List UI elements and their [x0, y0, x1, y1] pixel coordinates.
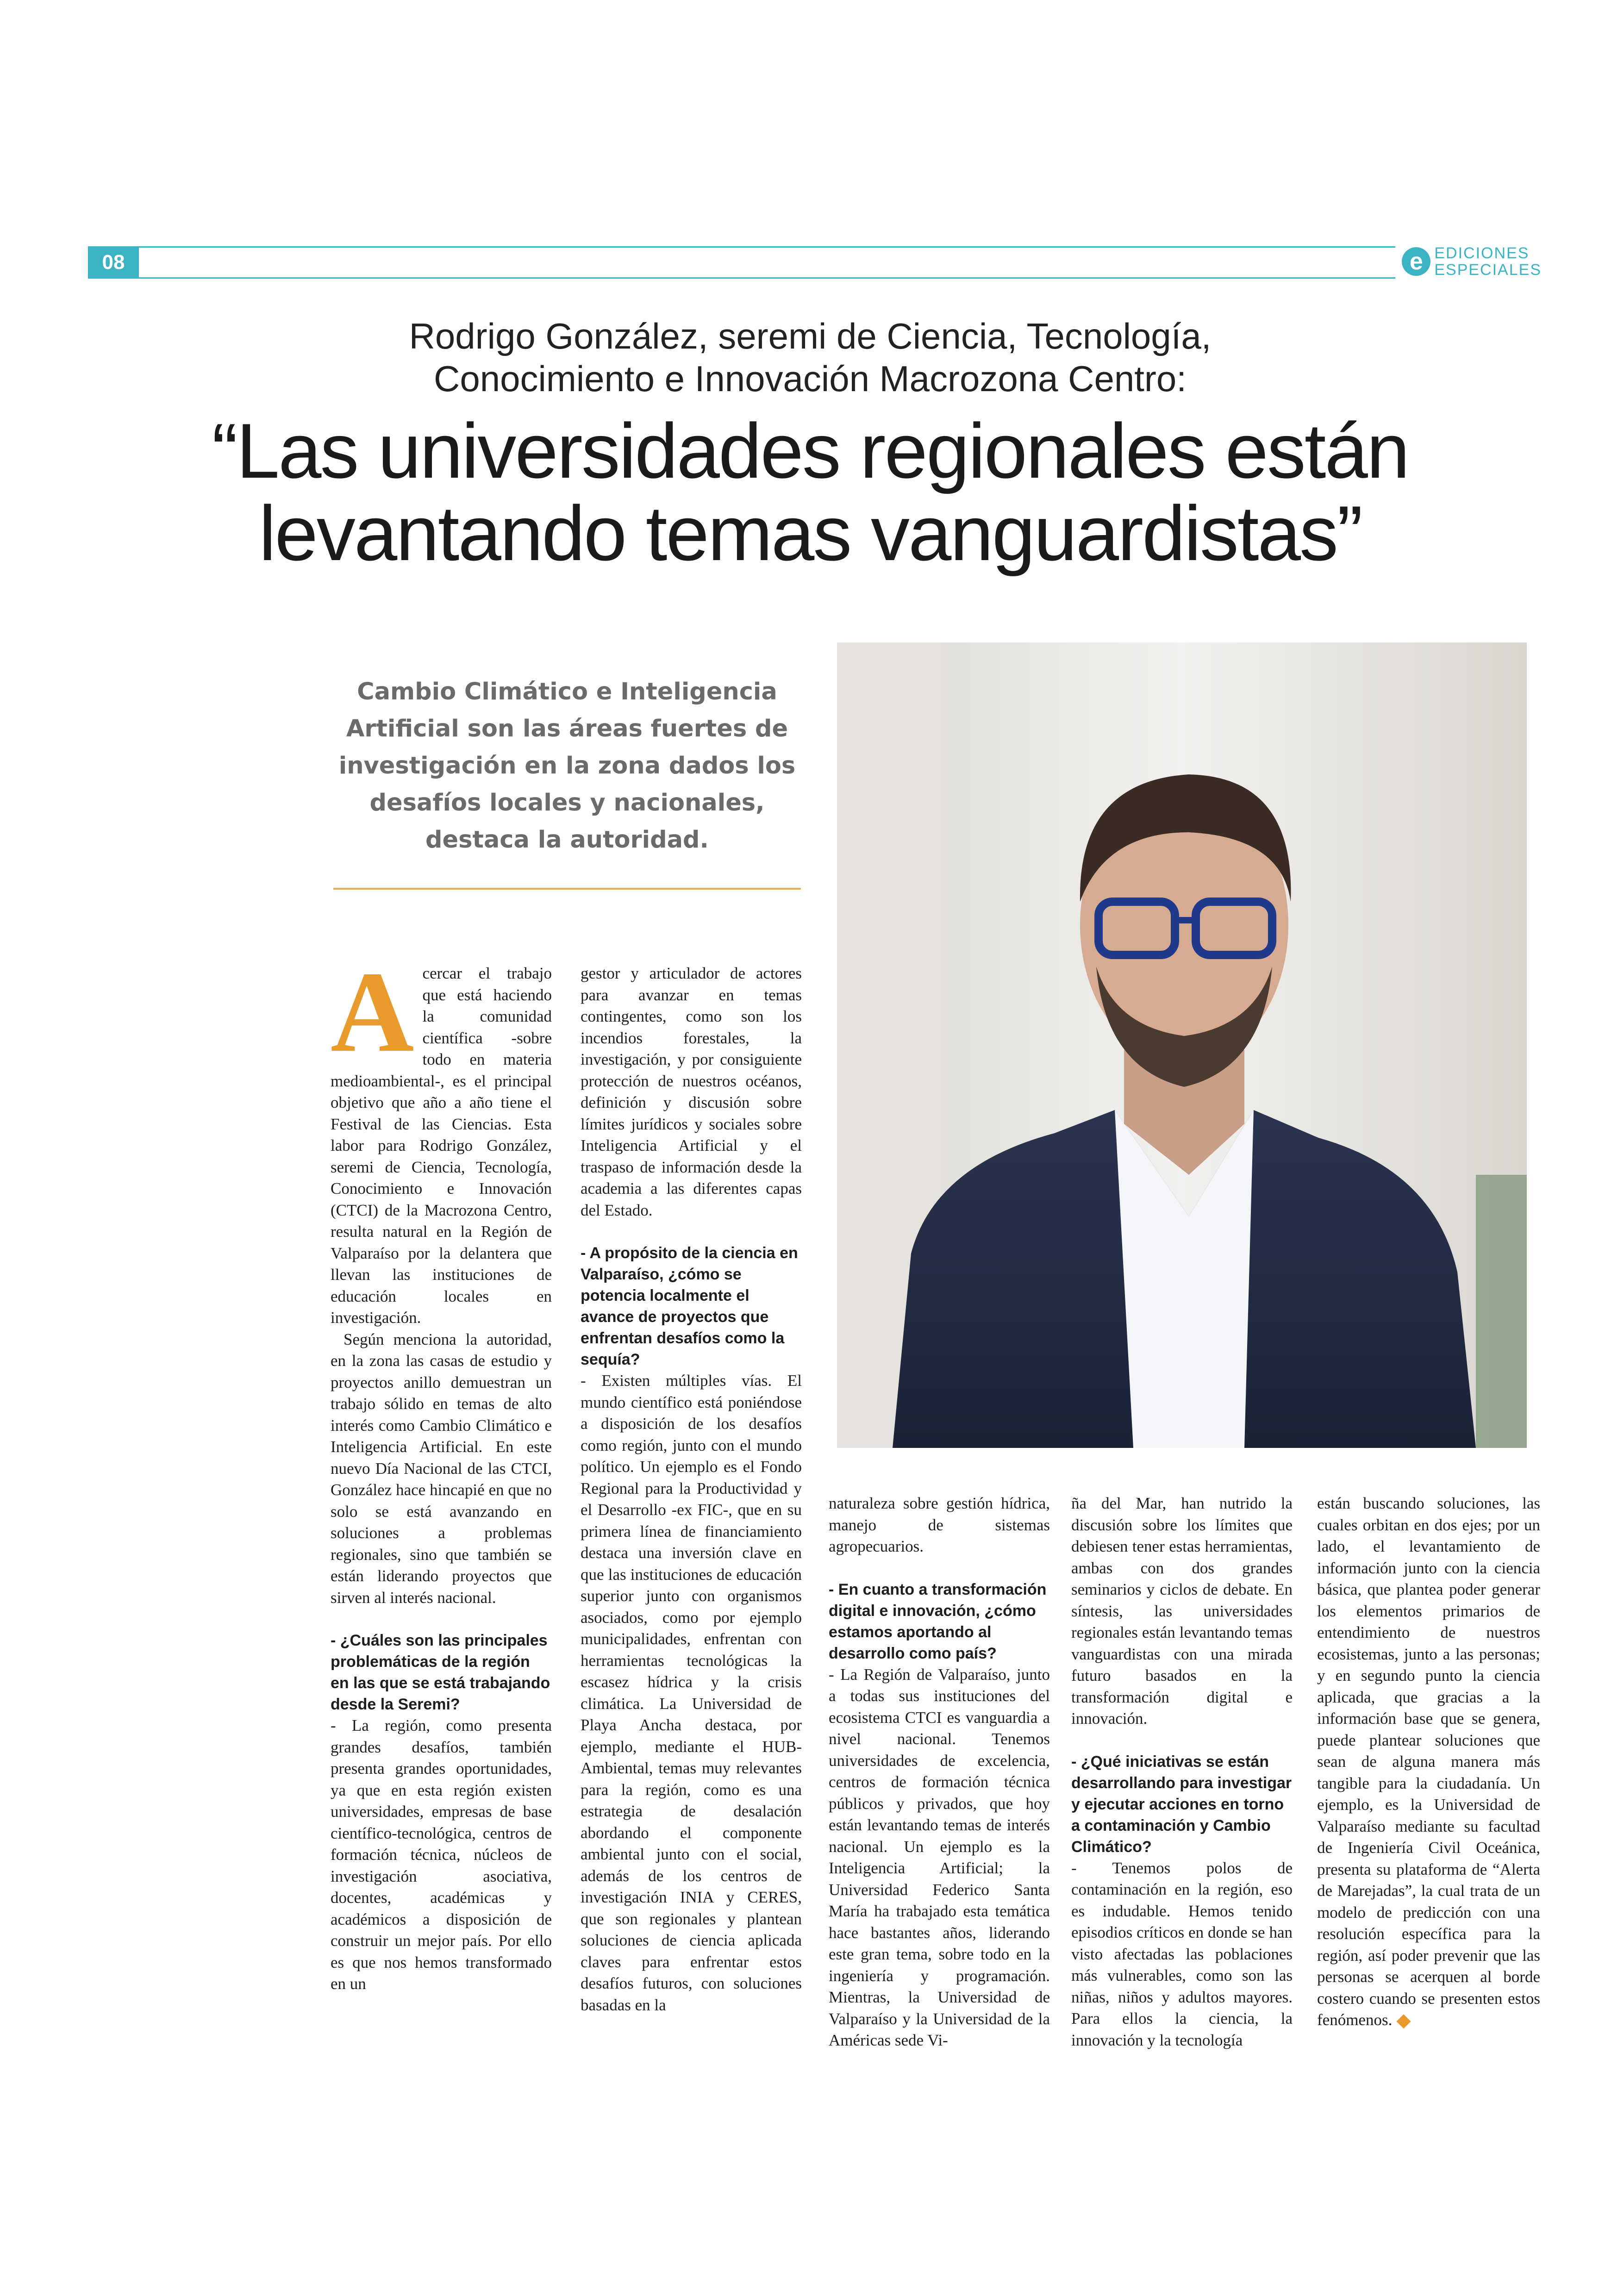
- question-1: - ¿Cuáles son las principales problemáticas de la región en las que se está trabajando desde la Seremi?: [331, 1632, 550, 1713]
- portrait-photo: [837, 642, 1527, 1448]
- answer-1: - La región, como presenta grandes desafíos, también presenta grandes oportunidades, ya que en esta región existen universidades, empresas de base científico-tecnológica, centros de formación técnica, núcleos de investigación asociativa, docentes, académicas y académicos a disposición de construir un mejor país. Por ello es que nos hemos transformado en un: [331, 1716, 552, 1993]
- answer-4-continued-text: están buscando soluciones, las cuales orbitan en dos ejes; por un lado, el levantamiento de información junto con la ciencia básica, que plantea poder generar los elementos primarios de entendimiento de nuestros ecosistemas, junto a las personas; y en segundo punto la ciencia aplicada, que gracias a la información base que se genera, puede plantear soluciones que sean de alguna manera más tangible para la ciudadanía. Un ejemplo, es la Universidad de Valparaíso mediante su facultad de Ingeniería Civil Oceánica, presenta su plataforma de “Alerta de Marejadas”, la cual trata de un modelo de predicción con una resolución específica para la región, así poder prevenir que las personas se acerquen al borde costero cuando se presenten estos fenómenos.: [1317, 1494, 1540, 2029]
- brand-logo-icon: e: [1402, 247, 1430, 276]
- lead-paragraph: Cambio Climático e Inteligencia Artificial son las áreas fuertes de investigación en la zona dados los desafíos locales y nacionales, destaca la autoridad.: [338, 678, 796, 854]
- portrait-illustration: [837, 642, 1527, 1448]
- answer-4-continued: [1317, 1493, 1540, 2031]
- kicker: [139, 315, 1481, 400]
- question-2: - A propósito de la ciencia en Valparaíso, ¿cómo se potencia localmente el avance de proyectos que enfrentan desafíos como la sequía?: [581, 1244, 798, 1368]
- brand-name: [1434, 245, 1542, 278]
- drop-cap: A: [331, 948, 414, 1076]
- answer-4: - Tenemos polos de contaminación en la región, eso es indudable. Hemos tenido episodios críticos en donde se han visto afectadas las poblaciones más vulnerables, como son las niñas, niños y adultos mayores. Para ellos la ciencia, la innovación y la tecnología: [1071, 1858, 1293, 2049]
- article-column-2: [581, 963, 802, 2016]
- question-3: - En cuanto a transformación digital e innovación, ¿cómo estamos aportando al desarrollo como país?: [829, 1580, 1047, 1662]
- headline: [93, 407, 1528, 577]
- end-of-article-icon: [1397, 2014, 1411, 2028]
- answer-3-continued: ña del Mar, han nutrido la discusión sobre los límites que debiesen tener estas herramientas, ambas con dos grandes seminarios y ciclos de debate. En síntesis, las universidades regionales están levantando temas vanguardistas con una mirada futuro basados en la transformación digital e innovación.: [1071, 1494, 1293, 1727]
- lead-divider: [333, 888, 801, 890]
- answer-3: - La Región de Valparaíso, junto a todas sus instituciones del ecosistema CTCI es vanguardia a nivel nacional. Tenemos universidades de excelencia, centros de formación técnica públicos y privados, que hoy están levantando temas de interés nacional. Un ejemplo es la Inteligencia Artificial; la Universidad Federico Santa María ha trabajado esta temática hace bastantes años, liderando este gran tema, sobre todo en la ingeniería y programación. Mientras, la Universidad de Valparaíso y la Universidad de la Américas sede Vi-: [829, 1665, 1050, 2049]
- article-column-4: [1071, 1493, 1293, 2051]
- article-column-5: [1317, 1493, 1540, 2031]
- article-paragraph-1: cercar el trabajo que está haciendo la comunidad científica -sobre todo en materia medioambiental-, es el principal objetivo que año a año tiene el Festival de las Ciencias. Esta labor para Rodrigo González, seremi de Ciencia, Tecnología, Conocimiento e Innovación (CTCI) de la Macrozona Centro, resulta natural en la Región de Valparaíso por la delantera que llevan las instituciones de educación locales en investigación.: [331, 964, 552, 1327]
- question-4: - ¿Qué iniciativas se están desarrollando para investigar y ejecutar acciones en torno a contaminación y Cambio Climático?: [1071, 1752, 1292, 1856]
- answer-1-continued: gestor y articulador de actores para avanzar en temas contingentes, como son los incendios forestales, la investigación, y por consiguiente protección de nuestros océanos, definición y discusión sobre límites jurídicos y sociales sobre Inteligencia Artificial y el traspaso de información desde la academia a las diferentes capas del Estado.: [581, 964, 802, 1219]
- answer-2: - Existen múltiples vías. El mundo científico está poniéndose a disposición de los desafíos como región, junto con el mundo político. Un ejemplo es el Fondo Regional para la Productividad y el Desarrollo -ex FIC-, que en su primera línea de financiamiento destaca una inversión clave en que las instituciones de educación superior junto con organismos asociados, como por ejemplo municipalidades, enfrentan con herramientas tecnológicas la escasez hídrica y la crisis climática. La Universidad de Playa Ancha destaca, por ejemplo, mediante el HUB-Ambiental, temas muy relevantes para la región, como es una estrategia de desalación abordando el componente ambiental junto con el social, además de los centros de investigación INIA y CERES, que son regionales y plantean soluciones de ciencia aplicada claves para enfrentar estos desafíos futuros, con soluciones basadas en la: [581, 1372, 802, 2014]
- kicker-line-1: Rodrigo González, seremi de Ciencia, Tecnología,: [409, 316, 1212, 356]
- answer-2-continued: naturaleza sobre gestión hídrica, manejo de sistemas agropecuarios.: [829, 1494, 1050, 1555]
- article-paragraph-2: Según menciona la autoridad, en la zona las casas de estudio y proyectos anillo demuestran un trabajo sólido en temas de alto interés como Cambio Climático e Inteligencia Artificial. En este nuevo Día Nacional de las CTCI, González hace hincapié en que no solo se está avanzando en soluciones a problemas regionales, sino que también se están liderando proyectos que sirven al interés nacional.: [331, 1330, 552, 1607]
- headline-line-1: “Las universidades regionales están: [212, 407, 1409, 494]
- headline-line-2: levantando temas vanguardistas”: [259, 490, 1362, 577]
- page-number: 08: [88, 246, 139, 279]
- article-column-3: [829, 1493, 1050, 2052]
- brand-line-1: EDICIONES: [1434, 244, 1530, 262]
- kicker-line-2: Conocimiento e Innovación Macrozona Centro:: [434, 358, 1187, 399]
- section-brand: [1395, 241, 1542, 282]
- page-header-bar: [88, 246, 1542, 279]
- brand-line-2: ESPECIALES: [1434, 261, 1542, 279]
- article-column-1: [331, 948, 552, 1995]
